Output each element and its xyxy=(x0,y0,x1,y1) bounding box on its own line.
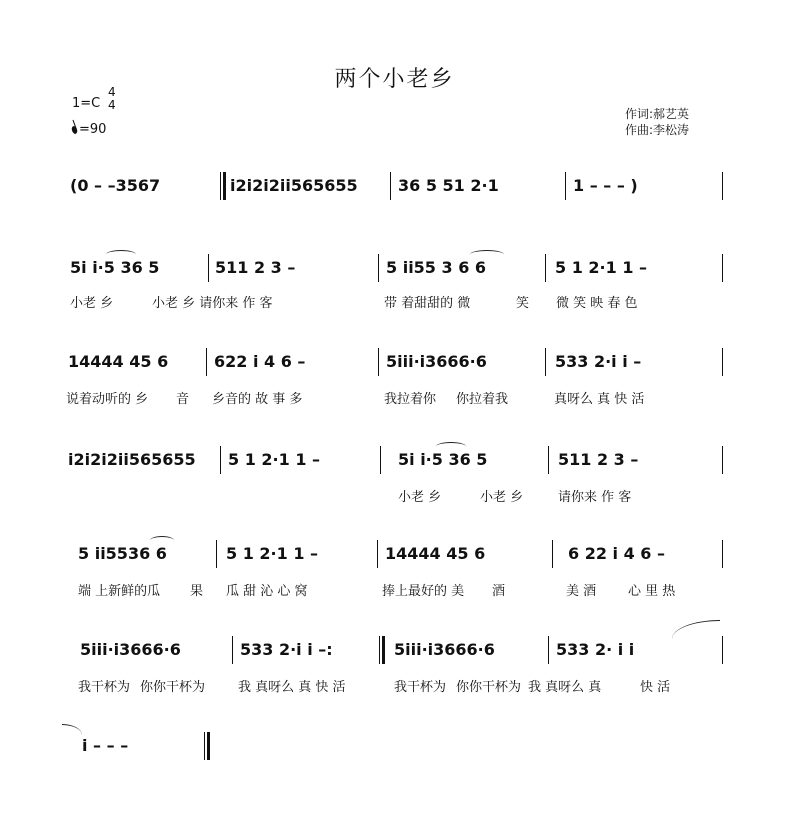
measure: 533 2· i i xyxy=(556,640,635,659)
barline xyxy=(220,172,221,200)
barline xyxy=(722,636,723,664)
barline xyxy=(380,446,381,474)
lyric: 快 活 xyxy=(640,680,671,695)
measure: 511 2 3 – xyxy=(558,450,639,469)
measure: 36 5 51 2·1 xyxy=(398,176,499,195)
lyric: 我 真呀么 真 xyxy=(528,680,602,695)
lyric: 你你干杯为 xyxy=(456,680,522,695)
lyric: 小老 乡 xyxy=(480,490,524,505)
score-row-2 xyxy=(0,258,789,282)
lyric: 我干杯为 xyxy=(394,680,447,695)
key-signature: 1=C xyxy=(72,96,101,111)
barline xyxy=(565,172,566,200)
measure: 5 ii5536 6 xyxy=(78,544,167,563)
lyricist: 作词:郝艺英 xyxy=(625,107,690,121)
credits xyxy=(625,106,689,138)
lyric: 你你干杯为 xyxy=(140,680,206,695)
measure: 5iii·i3666·6 xyxy=(394,640,495,659)
lyric: 端 上新鲜的瓜 xyxy=(78,584,161,599)
time-signature-top: 4 xyxy=(108,85,116,99)
time-signature xyxy=(108,86,116,112)
lyric: 美 酒 xyxy=(566,584,597,599)
barline xyxy=(216,540,217,568)
tempo-value: =90 xyxy=(79,122,107,137)
barline xyxy=(208,254,209,282)
lyric: 酒 xyxy=(492,584,506,599)
score-row-5 xyxy=(0,544,789,568)
lyric: 心 里 热 xyxy=(628,584,676,599)
final-barline xyxy=(207,732,210,760)
lyric: 小老 乡 xyxy=(70,296,114,311)
lyric: 我 真呀么 真 快 活 xyxy=(238,680,346,695)
barline xyxy=(722,348,723,376)
score-row-4 xyxy=(0,450,789,474)
measure: 5 ii55 3 6 6 xyxy=(386,258,487,277)
barline xyxy=(377,540,378,568)
barline xyxy=(232,636,233,664)
composer: 作曲:李松涛 xyxy=(625,123,690,137)
lyric: 你拉着我 xyxy=(456,392,509,407)
lyric: 我干杯为 xyxy=(78,680,131,695)
measure: 533 2·i i –: xyxy=(240,640,333,659)
barline xyxy=(722,254,723,282)
barline xyxy=(545,254,546,282)
barline xyxy=(378,254,379,282)
barline xyxy=(220,446,221,474)
lyric: 说着动听的 乡 xyxy=(66,392,149,407)
measure: 5iii·i3666·6 xyxy=(80,640,181,659)
score-row-7 xyxy=(0,736,789,760)
lyric: 真呀么 真 快 活 xyxy=(554,392,645,407)
lyric: 捧上最好的 美 xyxy=(382,584,465,599)
barline xyxy=(548,636,549,664)
lyric: 果 xyxy=(190,584,204,599)
lyric: 请你来 作 客 xyxy=(558,490,632,505)
measure: 5 1 2·1 1 – xyxy=(226,544,319,563)
barline xyxy=(722,540,723,568)
measure: 14444 45 6 xyxy=(385,544,486,563)
measure: 5i i·5 36 5 xyxy=(398,450,488,469)
measure: 511 2 3 – xyxy=(215,258,296,277)
lyric: 小老 乡 xyxy=(398,490,442,505)
measure: 622 i 4 6 – xyxy=(214,352,306,371)
lyric: 带 着甜甜的 微 xyxy=(384,296,471,311)
tie xyxy=(672,620,720,639)
lyric: 瓜 甜 沁 心 窝 xyxy=(226,584,308,599)
lyric: 小老 乡 请你来 作 客 xyxy=(152,296,273,311)
repeat-end-barline xyxy=(379,636,380,664)
measure: i2i2i2ii565655 xyxy=(230,176,358,195)
barline xyxy=(204,732,205,760)
measure: 5 1 2·1 1 – xyxy=(228,450,321,469)
measure: i2i2i2ii565655 xyxy=(68,450,196,469)
repeat-end-barline-thick xyxy=(382,636,385,664)
barline xyxy=(552,540,553,568)
measure: 14444 45 6 xyxy=(68,352,169,371)
lyric: 音 xyxy=(176,392,190,407)
lyric: 我拉着你 xyxy=(384,392,437,407)
measure: 1 – – – ) xyxy=(573,176,638,195)
barline xyxy=(545,348,546,376)
measure: 5 1 2·1 1 – xyxy=(555,258,648,277)
lyric: 微 笑 映 春 色 xyxy=(556,296,638,311)
quarter-note-icon xyxy=(71,125,78,134)
lyric: 笑 xyxy=(516,296,530,311)
measure: i – – – xyxy=(82,736,129,755)
barline xyxy=(548,446,549,474)
score-row-3 xyxy=(0,352,789,376)
score-row-6 xyxy=(0,640,789,664)
barline xyxy=(722,446,723,474)
tempo-marking xyxy=(72,122,106,137)
score-row-1 xyxy=(0,176,789,200)
tie xyxy=(62,724,82,735)
lyric: 乡音的 故 事 多 xyxy=(212,392,303,407)
measure: 533 2·i i – xyxy=(555,352,642,371)
measure: 5iii·i3666·6 xyxy=(386,352,487,371)
repeat-start-barline xyxy=(223,172,226,200)
barline xyxy=(390,172,391,200)
barline xyxy=(206,348,207,376)
measure: (0 – –3567 xyxy=(70,176,161,195)
song-title: 两个小老乡 xyxy=(334,67,455,92)
barline xyxy=(722,172,723,200)
measure: 6 22 i 4 6 – xyxy=(568,544,665,563)
barline xyxy=(378,348,379,376)
measure: 5i i·5 36 5 xyxy=(70,258,160,277)
time-signature-bottom: 4 xyxy=(108,98,116,112)
